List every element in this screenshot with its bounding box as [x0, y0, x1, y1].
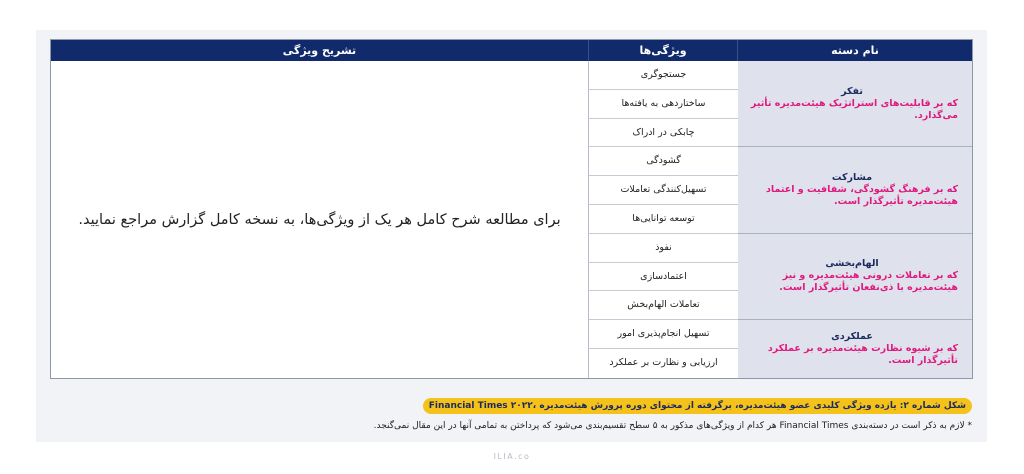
category-desc: که بر شیوه نظارت هیئت‌مدیره بر عملکرد تأثیرگذار است.	[767, 343, 958, 367]
features-table	[50, 39, 973, 379]
category-title: عملکردی	[831, 331, 873, 343]
feature-item: چابکی در ادراک	[589, 119, 738, 148]
category-inspiration	[738, 234, 972, 320]
features-column	[588, 61, 739, 378]
feature-item: نفوذ	[589, 234, 738, 263]
feature-item: تسهیل انجام‌پذیری امور	[589, 320, 738, 349]
feature-item: ساختاردهی به یافته‌ها	[589, 90, 738, 119]
category-desc: که بر تعاملات درونی هیئت‌مدیره و نیز هیئت‌مدیره با ذی‌نفعان تأثیرگذار است.	[779, 270, 958, 294]
feature-item: تعاملات الهام‌بخش	[589, 291, 738, 320]
feature-item: تسهیل‌کنندگی تعاملات	[589, 176, 738, 205]
category-desc: که بر قابلیت‌های استراتژیک هیئت‌مدیره تأثیر می‌گذارد.	[750, 97, 958, 121]
feature-item: ارزیابی و نظارت بر عملکرد	[609, 356, 718, 368]
category-engagement	[738, 147, 972, 233]
header-features: ویژگی‌ها	[588, 40, 738, 61]
category-title: الهام‌بخشی	[825, 258, 879, 270]
category-title: تفکر	[841, 85, 863, 97]
category-performance	[738, 320, 972, 378]
feature-item: گشودگی	[589, 147, 738, 176]
category-title: مشارکت	[831, 172, 873, 184]
site-watermark: ILIA.co	[493, 452, 531, 461]
figure-caption: شکل شماره ۲: یازده ویژگی کلیدی عضو هیئت‌مدیره، برگرفته از محتوای دوره پرورش هیئت‌مدیره ،Financial Times ۲۰۲۲	[423, 398, 972, 414]
feature-item: توسعه توانایی‌ها	[589, 205, 738, 234]
description-cell	[51, 61, 588, 378]
header-description: تشریح ویژگی	[51, 40, 588, 61]
description-text: برای مطالعه شرح کامل هر یک از ویژگی‌ها، به نسخه کامل گزارش مراجع نمایید.	[78, 211, 561, 228]
feature-item: اعتمادسازی	[589, 263, 738, 292]
feature-item: جستجوگری	[589, 61, 738, 90]
categories-column	[738, 61, 972, 378]
category-desc: که بر فرهنگ گشودگی، شفافیت و اعتماد هیئت‌مدیره تأثیرگذار است.	[766, 184, 958, 208]
footnote: * لازم به ذکر است در دسته‌بندی Financial Times هر کدام از ویژگی‌های مذکور به ۵ سطح تقسیم‌بندی می‌شود که پرداختن به تمامی آنها در این مقال نمی‌گنجد.	[373, 421, 972, 431]
header-category: نام دسته	[738, 40, 972, 61]
category-thinking	[738, 61, 972, 147]
